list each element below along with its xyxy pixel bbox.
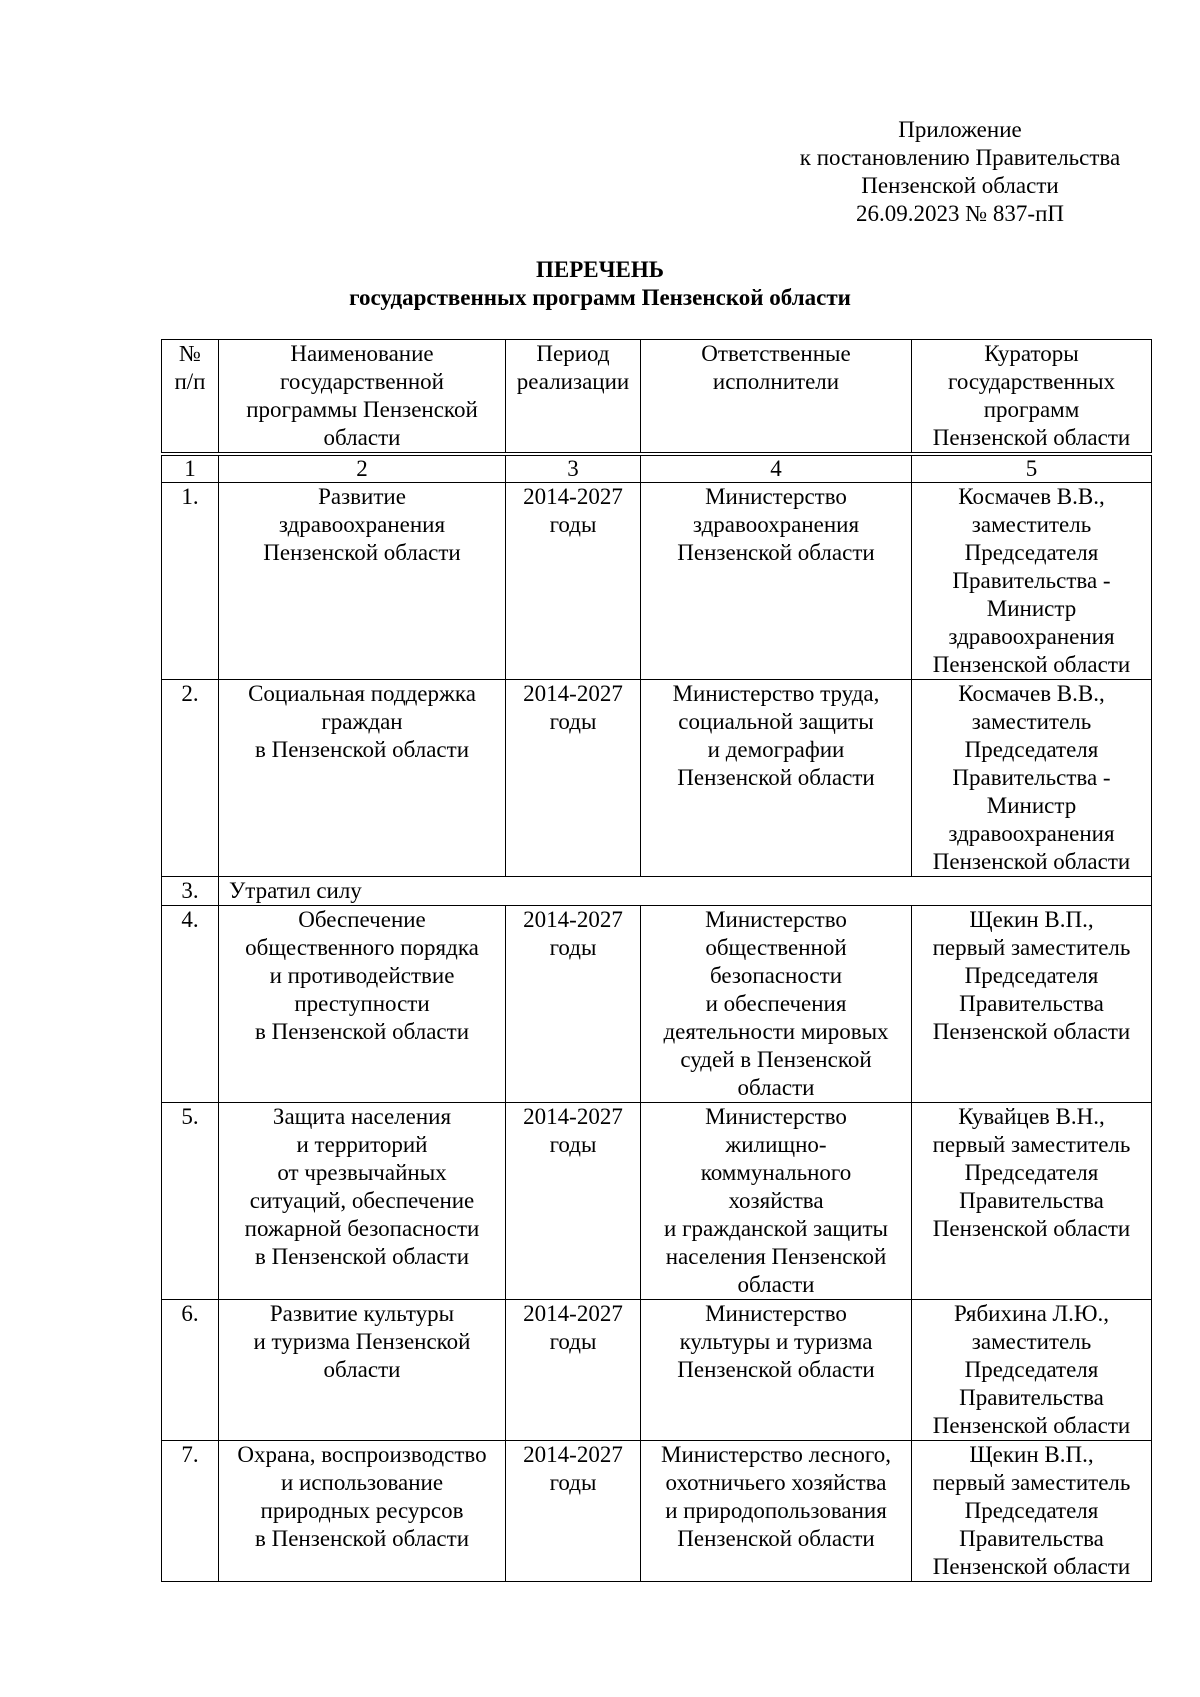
program-curator: Космачев В.В., заместитель Председателя Правительства - Министр здравоохранения Пензенской области <box>912 483 1152 680</box>
column-number-row <box>162 454 1152 483</box>
row-num: 7. <box>162 1441 219 1582</box>
appendix-line-2: к постановлению Правительства <box>799 145 1121 170</box>
program-name: Социальная поддержка граждан в Пензенской области <box>219 680 506 877</box>
program-executor: Министерство труда, социальной защиты и демографии Пензенской области <box>641 680 912 877</box>
program-executor: Министерство здравоохранения Пензенской области <box>641 483 912 680</box>
program-name: Защита населения и территорий от чрезвычайных ситуаций, обеспечение пожарной безопасности в Пензенской области <box>219 1103 506 1300</box>
program-curator: Щекин В.П., первый заместитель Председателя Правительства Пензенской области <box>912 906 1152 1103</box>
column-number: 1 <box>162 454 219 483</box>
program-period: 2014-2027 годы <box>506 483 641 680</box>
program-executor: Министерство общественной безопасности и обеспечения деятельности мировых судей в Пензенской области <box>641 906 912 1103</box>
header-name: Наименование государственной программы Пензенской области <box>219 340 506 455</box>
programs-table <box>161 339 1152 1582</box>
program-curator: Щекин В.П., первый заместитель Председателя Правительства Пензенской области <box>912 1441 1152 1582</box>
header-num: № п/п <box>162 340 219 455</box>
program-period: 2014-2027 годы <box>506 680 641 877</box>
table-row <box>162 483 1152 680</box>
row-num: 3. <box>162 877 219 906</box>
row-note: Утратил силу <box>219 877 1152 906</box>
table-row <box>162 1441 1152 1582</box>
row-num: 5. <box>162 1103 219 1300</box>
header-executors: Ответственные исполнители <box>641 340 912 455</box>
row-num: 4. <box>162 906 219 1103</box>
program-curator: Космачев В.В., заместитель Председателя Правительства - Министр здравоохранения Пензенской области <box>912 680 1152 877</box>
title-line-2: государственных программ Пензенской области <box>349 285 851 310</box>
header-curators: Кураторы государственных программ Пензенской области <box>912 340 1152 455</box>
title-line-1: ПЕРЕЧЕНЬ <box>536 257 664 282</box>
table-row <box>162 877 1152 906</box>
row-num: 6. <box>162 1300 219 1441</box>
program-period: 2014-2027 годы <box>506 1441 641 1582</box>
program-curator: Рябихина Л.Ю., заместитель Председателя Правительства Пензенской области <box>912 1300 1152 1441</box>
program-name: Обеспечение общественного порядка и противодействие преступности в Пензенской области <box>219 906 506 1103</box>
column-number: 2 <box>219 454 506 483</box>
table-row <box>162 1103 1152 1300</box>
row-num: 2. <box>162 680 219 877</box>
program-name: Развитие здравоохранения Пензенской области <box>219 483 506 680</box>
program-period: 2014-2027 годы <box>506 906 641 1103</box>
program-name: Охрана, воспроизводство и использование природных ресурсов в Пензенской области <box>219 1441 506 1582</box>
appendix-header <box>760 116 1160 228</box>
table-header-row <box>162 340 1152 455</box>
program-period: 2014-2027 годы <box>506 1103 641 1300</box>
program-name: Развитие культуры и туризма Пензенской области <box>219 1300 506 1441</box>
column-number: 5 <box>912 454 1152 483</box>
column-number: 4 <box>641 454 912 483</box>
program-executor: Министерство жилищно- коммунального хозяйства и гражданской защиты населения Пензенской области <box>641 1103 912 1300</box>
program-executor: Министерство лесного, охотничьего хозяйства и природопользования Пензенской области <box>641 1441 912 1582</box>
program-curator: Кувайцев В.Н., первый заместитель Председателя Правительства Пензенской области <box>912 1103 1152 1300</box>
table-row <box>162 680 1152 877</box>
column-number: 3 <box>506 454 641 483</box>
program-period: 2014-2027 годы <box>506 1300 641 1441</box>
table-row <box>162 906 1152 1103</box>
header-period: Период реализации <box>506 340 641 455</box>
table-row <box>162 1300 1152 1441</box>
appendix-line-4: 26.09.2023 № 837-пП <box>855 201 1065 226</box>
document-title <box>0 256 1200 312</box>
appendix-line-3: Пензенской области <box>861 173 1059 198</box>
program-executor: Министерство культуры и туризма Пензенской области <box>641 1300 912 1441</box>
appendix-line-1: Приложение <box>898 117 1022 142</box>
row-num: 1. <box>162 483 219 680</box>
